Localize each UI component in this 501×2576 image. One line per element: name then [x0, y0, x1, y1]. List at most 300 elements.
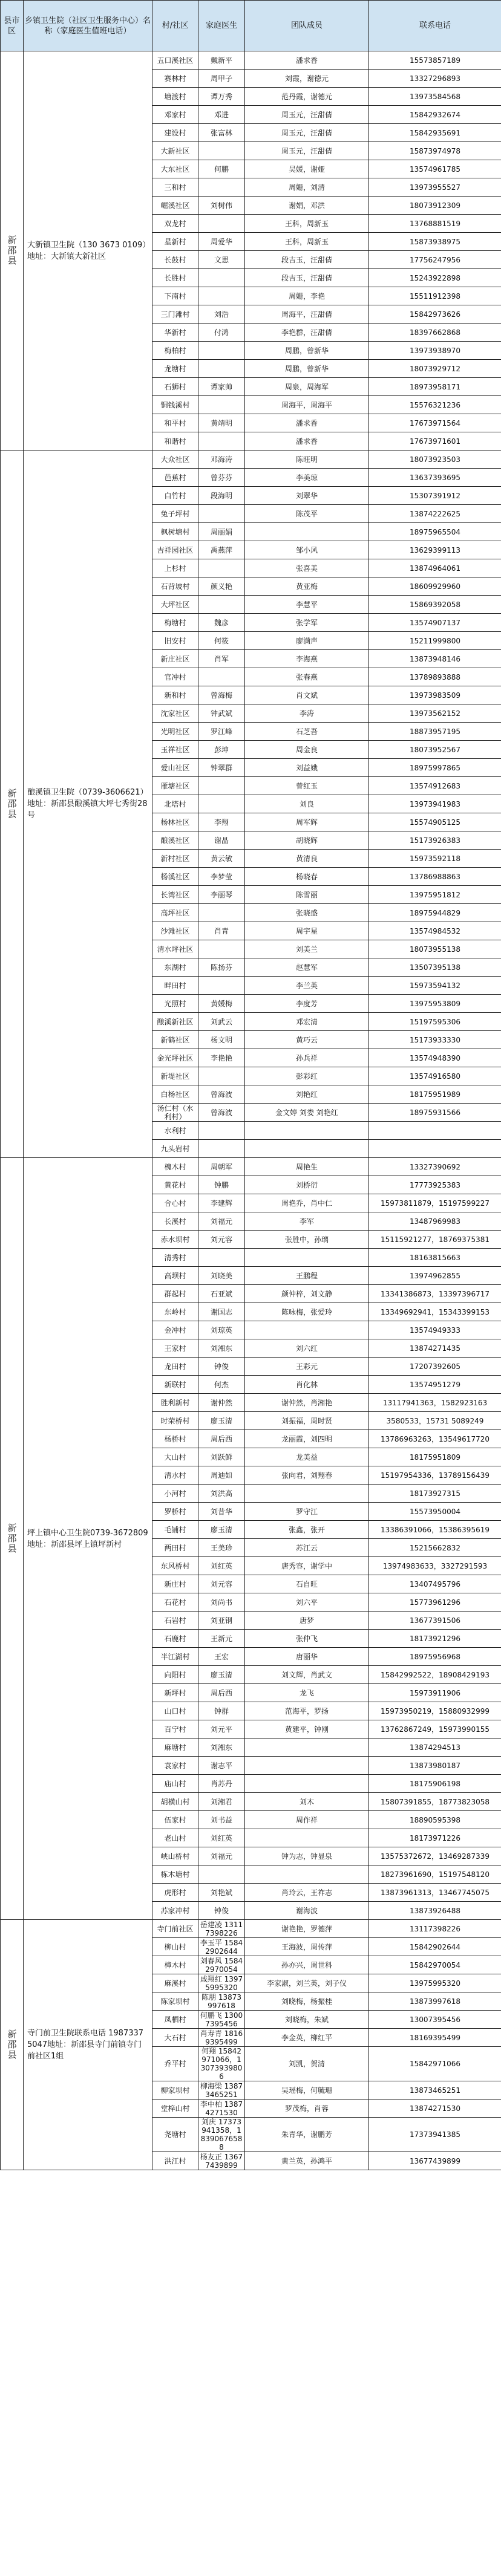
team-cell — [245, 1829, 369, 1847]
village-cell: 石鹿村 — [152, 1630, 198, 1648]
village-cell: 赛林村 — [152, 70, 198, 88]
doctor-cell: 刘洪高 — [198, 1485, 245, 1503]
team-cell: 李军 — [245, 1212, 369, 1231]
team-cell: 邹小风 — [245, 541, 369, 559]
village-cell: 陈家坝村 — [152, 1992, 198, 2011]
phone-cell: 13973983509 — [369, 686, 501, 704]
doctor-cell: 杨友正 13677439899 — [198, 2152, 245, 2170]
doctor-cell: 肖苏丹 — [198, 1775, 245, 1793]
doctor-cell: 刘浩 — [198, 305, 245, 324]
phone-cell: 15307391912 — [369, 487, 501, 505]
team-cell — [245, 1249, 369, 1267]
village-cell: 新庄村 — [152, 1575, 198, 1593]
phone-cell: 15973592118 — [369, 850, 501, 868]
phone-cell: 13768881519 — [369, 215, 501, 233]
phone-cell: 13873926488 — [369, 1902, 501, 1920]
village-cell: 大坪社区 — [152, 596, 198, 614]
village-cell: 大山村 — [152, 1448, 198, 1466]
team-cell: 李美琼 — [245, 469, 369, 487]
village-cell: 洪江村 — [152, 2152, 198, 2170]
doctor-cell: 刘艳斌 — [198, 1884, 245, 1902]
team-cell: 张胜中，孙璃 — [245, 1231, 369, 1249]
phone-cell: 15173933330 — [369, 1031, 501, 1049]
doctor-cell: 谢国志 — [198, 1303, 245, 1321]
phone-cell: 18163815663 — [369, 1249, 501, 1267]
phone-cell: 13873948146 — [369, 650, 501, 668]
team-cell: 龙飞 — [245, 1684, 369, 1702]
team-cell: 段吉玉，汪甜倩 — [245, 251, 369, 269]
doctor-cell: 李中柏 13874271530 — [198, 2100, 245, 2118]
doctor-cell: 廖玉清 — [198, 1412, 245, 1430]
village-cell: 华新村 — [152, 324, 198, 342]
village-cell: 北塔村 — [152, 795, 198, 813]
village-cell: 清水村 — [152, 1466, 198, 1485]
team-cell: 谢海波 — [245, 1902, 369, 1920]
village-cell: 大东社区 — [152, 160, 198, 178]
village-cell: 庙山村 — [152, 1775, 198, 1793]
doctor-cell: 刘树伟 — [198, 197, 245, 215]
village-cell: 高坪社区 — [152, 904, 198, 922]
village-cell: 五口溪社区 — [152, 51, 198, 70]
doctor-cell: 刘湘东 — [198, 1738, 245, 1757]
phone-cell: 13574907137 — [369, 614, 501, 632]
team-cell: 周姗，李艳 — [245, 287, 369, 305]
doctor-cell: 刘春风 15842970054 — [198, 1956, 245, 1974]
doctor-cell: 李丽琴 — [198, 886, 245, 904]
doctor-cell — [198, 904, 245, 922]
doctor-cell: 刘福元 — [198, 1212, 245, 1231]
village-cell: 东岭村 — [152, 1303, 198, 1321]
team-cell: 刘艳红 — [245, 1085, 369, 1104]
town-cell: 坪上镇中心卫生院0739-3672809地址：新邵县坪上镇坪新村 — [24, 1158, 152, 1920]
team-cell: 李家淑，刘兰英，刘子仪 — [245, 1974, 369, 1992]
village-cell: 和平村 — [152, 414, 198, 432]
phone-cell: 13629399113 — [369, 541, 501, 559]
phone-cell: 18975997865 — [369, 759, 501, 777]
village-cell: 爱山社区 — [152, 759, 198, 777]
doctor-cell: 钟鹏 — [198, 1176, 245, 1194]
doctor-cell: 肖军 — [198, 650, 245, 668]
village-cell: 金冲村 — [152, 1321, 198, 1339]
village-cell: 光明社区 — [152, 723, 198, 741]
doctor-cell — [198, 142, 245, 160]
phone-cell: 18975944829 — [369, 904, 501, 922]
village-cell: 双龙村 — [152, 215, 198, 233]
doctor-cell — [198, 269, 245, 287]
doctor-cell: 黄靖明 — [198, 414, 245, 432]
team-cell: 周玉元，汪甜倩 — [245, 106, 369, 124]
doctor-cell: 李翔 — [198, 813, 245, 831]
table-row — [1, 51, 501, 70]
village-cell: 旧安村 — [152, 632, 198, 650]
doctor-cell: 谭家帅 — [198, 378, 245, 396]
doctor-cell: 肖青 — [198, 922, 245, 940]
team-cell: 谢艳艳，罗德萍 — [245, 1920, 369, 1938]
village-cell: 高坝村 — [152, 1267, 198, 1285]
doctor-cell: 周爱华 — [198, 233, 245, 251]
phone-cell: 13873997618 — [369, 1992, 501, 2011]
doctor-cell — [198, 1249, 245, 1267]
doctor-cell: 刘庆 17373941358，18390676588 — [198, 2118, 245, 2152]
village-cell: 伍家村 — [152, 1811, 198, 1829]
team-cell: 李兰英 — [245, 977, 369, 995]
doctor-cell: 刘湘东 — [198, 1339, 245, 1358]
doctor-cell: 黄云敏 — [198, 850, 245, 868]
village-cell: 沙滩社区 — [152, 922, 198, 940]
phone-cell: 15173926383 — [369, 831, 501, 850]
doctor-cell: 何翔 15842971066，13073939806 — [198, 2047, 245, 2081]
phone-cell: 18609929960 — [369, 577, 501, 596]
doctor-cell: 肖寿青 18169395499 — [198, 2029, 245, 2047]
team-cell: 潘求香 — [245, 414, 369, 432]
village-cell: 向阳村 — [152, 1666, 198, 1684]
phone-cell: 15842973626 — [369, 305, 501, 324]
phone-cell: 13973941983 — [369, 795, 501, 813]
village-cell: 尧塘村 — [152, 2118, 198, 2152]
doctor-cell: 刘昔华 — [198, 1503, 245, 1521]
village-cell: 新庄社区 — [152, 650, 198, 668]
phone-cell: 17773925383 — [369, 1176, 501, 1194]
team-cell: 张鑫，张开 — [245, 1521, 369, 1539]
team-cell: 罗茂梅，肖蓉 — [245, 2100, 369, 2118]
phone-cell: 13874271530 — [369, 2100, 501, 2118]
village-cell: 东风桥村 — [152, 1557, 198, 1575]
doctor-cell: 刘福元 — [198, 1847, 245, 1865]
doctor-cell: 李建辉 — [198, 1194, 245, 1212]
team-cell: 石自旺 — [245, 1575, 369, 1593]
team-cell: 唐丽华 — [245, 1648, 369, 1666]
team-cell: 陈茂平 — [245, 505, 369, 523]
phone-cell: 15842970054 — [369, 1956, 501, 1974]
village-cell: 酿溪社区 — [152, 831, 198, 850]
doctor-cell: 柳海梁 13873465251 — [198, 2081, 245, 2100]
phone-cell: 13873980187 — [369, 1757, 501, 1775]
village-cell: 麻溪村 — [152, 1974, 198, 1992]
team-cell: 肖玲云，王祚志 — [245, 1884, 369, 1902]
village-cell: 建设村 — [152, 124, 198, 142]
doctor-cell: 钟群 — [198, 1702, 245, 1720]
village-cell: 塘渡村 — [152, 88, 198, 106]
phone-cell: 18973958171 — [369, 378, 501, 396]
village-cell: 堂梓山村 — [152, 2100, 198, 2118]
village-cell: 长溪村 — [152, 1212, 198, 1231]
team-cell: 谢仲然，肖湘艳 — [245, 1394, 369, 1412]
village-cell: 罗桥村 — [152, 1503, 198, 1521]
team-cell — [245, 1140, 369, 1158]
team-cell: 刘霞，谢德元 — [245, 70, 369, 88]
village-cell: 沈家社区 — [152, 704, 198, 723]
doctor-cell: 周后西 — [198, 1684, 245, 1702]
village-cell: 时荣桥村 — [152, 1412, 198, 1430]
doctor-cell: 曾海梅 — [198, 686, 245, 704]
village-cell: 新联村 — [152, 1376, 198, 1394]
team-cell — [245, 1321, 369, 1339]
phone-cell: 13574951279 — [369, 1376, 501, 1394]
doctor-cell — [198, 215, 245, 233]
team-cell: 黄亚梅 — [245, 577, 369, 596]
team-cell: 彭彩红 — [245, 1067, 369, 1085]
team-cell — [245, 1122, 369, 1140]
doctor-cell: 李梦莹 — [198, 868, 245, 886]
doctor-cell: 钟武斌 — [198, 704, 245, 723]
phone-cell: 13327390692 — [369, 1158, 501, 1176]
village-cell: 栋木塘村 — [152, 1865, 198, 1884]
phone-cell: 13973562152 — [369, 704, 501, 723]
phone-cell: 13117398226 — [369, 1920, 501, 1938]
phone-cell: 15197595306 — [369, 1013, 501, 1031]
team-cell: 周泉，周海军 — [245, 378, 369, 396]
phone-cell: 15842992522，18908429193 — [369, 1666, 501, 1684]
doctor-cell: 刘元容 — [198, 1575, 245, 1593]
doctor-cell: 段海明 — [198, 487, 245, 505]
phone-cell: 15574905125 — [369, 813, 501, 831]
team-cell: 周海平，周海平 — [245, 396, 369, 414]
phone-cell: 13637393695 — [369, 469, 501, 487]
phone-cell: 13974962855 — [369, 1267, 501, 1285]
village-cell: 白竹村 — [152, 487, 198, 505]
team-cell: 刘六平 — [245, 1593, 369, 1612]
team-cell: 肖化林 — [245, 1376, 369, 1394]
team-cell — [245, 1865, 369, 1884]
phone-cell: 15573857189 — [369, 51, 501, 70]
village-cell: 白杨社区 — [152, 1085, 198, 1104]
phone-cell: 18397662868 — [369, 324, 501, 342]
phone-cell: 13874222625 — [369, 505, 501, 523]
phone-cell: 3580533，15731 5089249 — [369, 1412, 501, 1430]
team-cell: 朱青华，谢鹏芳 — [245, 2118, 369, 2152]
doctor-cell: 杨文明 — [198, 1031, 245, 1049]
village-cell: 九头岩村 — [152, 1140, 198, 1158]
team-cell: 刘翠华 — [245, 487, 369, 505]
county-cell: 新邵县 — [1, 450, 24, 1158]
team-cell: 潘求香 — [245, 51, 369, 70]
phone-cell: 13574948390 — [369, 1049, 501, 1067]
village-cell: 芭蕉村 — [152, 469, 198, 487]
doctor-cell — [198, 396, 245, 414]
village-cell: 大众社区 — [152, 450, 198, 469]
team-cell: 陈咏梅，张爱玲 — [245, 1303, 369, 1321]
phone-cell: 13386391066，15386395619 — [369, 1521, 501, 1539]
team-cell: 周军辉 — [245, 813, 369, 831]
doctor-cell: 钟翠群 — [198, 759, 245, 777]
village-cell: 大新社区 — [152, 142, 198, 160]
doctor-cell: 谢仲然 — [198, 1394, 245, 1412]
team-cell: 罗守江 — [245, 1503, 369, 1521]
phone-cell: 18890595398 — [369, 1811, 501, 1829]
village-cell: 樟木村 — [152, 1956, 198, 1974]
doctor-cell — [198, 287, 245, 305]
team-cell: 周金良 — [245, 741, 369, 759]
team-cell: 周作祥 — [245, 1811, 369, 1829]
team-cell: 黄清良 — [245, 850, 369, 868]
phone-cell: 18073929712 — [369, 360, 501, 378]
phone-cell — [369, 1140, 501, 1158]
doctor-cell: 戚翔红 13975995320 — [198, 1974, 245, 1992]
village-cell: 三和村 — [152, 178, 198, 197]
phone-cell: 13975951812 — [369, 886, 501, 904]
phone-cell: 15115921277，18769375381 — [369, 1231, 501, 1249]
doctor-cell: 曾海波 — [198, 1104, 245, 1122]
phone-cell: 13407495796 — [369, 1575, 501, 1593]
phone-cell: 18173971226 — [369, 1829, 501, 1847]
doctor-cell: 刘晓美 — [198, 1267, 245, 1285]
doctor-cell: 钟俊 — [198, 1902, 245, 1920]
phone-cell: 15773961296 — [369, 1593, 501, 1612]
phone-cell: 13677439899 — [369, 2152, 501, 2170]
team-cell: 周艳生 — [245, 1158, 369, 1176]
phone-cell: 15842971066 — [369, 2047, 501, 2081]
doctor-cell: 王宏 — [198, 1648, 245, 1666]
doctor-cell — [198, 668, 245, 686]
village-cell: 老山村 — [152, 1829, 198, 1847]
phone-cell: 18273961690，15197548120 — [369, 1865, 501, 1884]
village-cell: 金光坪社区 — [152, 1049, 198, 1067]
village-cell: 半江湖村 — [152, 1648, 198, 1666]
phone-cell: 13574984532 — [369, 922, 501, 940]
table-body — [1, 51, 501, 2170]
team-cell: 龙丽霞，刘四明 — [245, 1430, 369, 1448]
phone-cell: 18975956968 — [369, 1648, 501, 1666]
village-cell: 石背坡村 — [152, 577, 198, 596]
phone-cell: 13874271435 — [369, 1339, 501, 1358]
village-cell: 槐木村 — [152, 1158, 198, 1176]
team-cell: 周姗，刘清 — [245, 178, 369, 197]
county-cell: 新邵县 — [1, 51, 24, 450]
phone-cell: 18175951809 — [369, 1448, 501, 1466]
doctor-cell: 刘琼英 — [198, 1321, 245, 1339]
team-cell: 杨晓春 — [245, 868, 369, 886]
doctor-cell: 陈朋 13873997618 — [198, 1992, 245, 2011]
team-cell: 刘晓梅，杨振桂 — [245, 1992, 369, 2011]
doctor-cell: 周后西 — [198, 1430, 245, 1448]
phone-cell: 13341386873，13397396717 — [369, 1285, 501, 1303]
village-cell: 麻塘村 — [152, 1738, 198, 1757]
phone-cell: 15842902644 — [369, 1938, 501, 1956]
village-cell: 杨桥村 — [152, 1430, 198, 1448]
team-cell: 王海波，周传萍 — [245, 1938, 369, 1956]
doctor-cell — [198, 1122, 245, 1140]
phone-cell: 15511912398 — [369, 287, 501, 305]
team-cell: 王科，周新玉 — [245, 233, 369, 251]
team-cell: 吴瑶梅，何毓珊 — [245, 2081, 369, 2100]
phone-cell: 18073952567 — [369, 741, 501, 759]
doctor-cell — [198, 505, 245, 523]
doctor-cell: 刘元平 — [198, 1720, 245, 1738]
phone-cell: 15973811879，15197599227 — [369, 1194, 501, 1212]
village-cell: 新村社区 — [152, 850, 198, 868]
village-cell: 胜利新村 — [152, 1394, 198, 1412]
phone-cell: 13487969983 — [369, 1212, 501, 1231]
doctor-cell: 禹燕萍 — [198, 541, 245, 559]
team-cell: 周鹏，曾新华 — [245, 342, 369, 360]
phone-cell: 13973584568 — [369, 88, 501, 106]
doctor-cell — [198, 360, 245, 378]
county-cell: 新邵县 — [1, 1158, 24, 1920]
phone-cell: 13117941363，1582923163 — [369, 1394, 501, 1412]
table-row — [1, 1920, 501, 1938]
phone-cell: 13874294513 — [369, 1738, 501, 1757]
doctor-cell: 戴新平 — [198, 51, 245, 70]
phone-cell: 18975965504 — [369, 523, 501, 541]
village-cell: 长胜村 — [152, 269, 198, 287]
doctor-cell: 张富林 — [198, 124, 245, 142]
village-cell: 龙田村 — [152, 1358, 198, 1376]
doctor-cell: 何杰 — [198, 1376, 245, 1394]
phone-cell: 13974983633，3327291593 — [369, 1557, 501, 1575]
village-cell: 枫树塘村 — [152, 523, 198, 541]
doctor-cell — [198, 1865, 245, 1884]
phone-cell: 17756247956 — [369, 251, 501, 269]
team-cell: 王科，周新玉 — [245, 215, 369, 233]
phone-cell: 15211999800 — [369, 632, 501, 650]
table-row — [1, 1158, 501, 1176]
doctor-cell: 何鹏 — [198, 160, 245, 178]
doctor-cell: 罗江峰 — [198, 723, 245, 741]
doctor-cell: 王新元 — [198, 1630, 245, 1648]
doctor-cell: 周丽娟 — [198, 523, 245, 541]
team-cell: 肖文斌 — [245, 686, 369, 704]
doctor-cell: 岳建凌 13117398226 — [198, 1920, 245, 1938]
phone-cell: 13873465251 — [369, 2081, 501, 2100]
team-cell: 刘良 — [245, 795, 369, 813]
doctor-cell: 廖玉清 — [198, 1521, 245, 1539]
doctor-cell — [198, 940, 245, 958]
team-cell: 黄兰英，孙鸿平 — [245, 2152, 369, 2170]
village-cell: 光照村 — [152, 995, 198, 1013]
doctor-cell: 李玉平 15842902644 — [198, 1938, 245, 1956]
village-cell: 杨林社区 — [152, 813, 198, 831]
team-cell: 张学军 — [245, 614, 369, 632]
phone-cell: 15873974978 — [369, 142, 501, 160]
village-cell: 雁塘社区 — [152, 777, 198, 795]
doctor-cell: 谢志平 — [198, 1757, 245, 1775]
village-cell: 新堤社区 — [152, 1067, 198, 1085]
team-cell: 张喜美 — [245, 559, 369, 577]
phone-cell: 13975995320 — [369, 1974, 501, 1992]
team-cell: 刘益娥 — [245, 759, 369, 777]
village-cell: 畔田村 — [152, 977, 198, 995]
team-cell — [245, 1757, 369, 1775]
village-cell: 百宁村 — [152, 1720, 198, 1738]
phone-cell: 15243922898 — [369, 269, 501, 287]
doctor-cell — [198, 1067, 245, 1085]
phone-cell: 15573950004 — [369, 1503, 501, 1521]
doctor-cell: 周朝军 — [198, 1158, 245, 1176]
team-cell: 刘美兰 — [245, 940, 369, 958]
village-cell: 小河村 — [152, 1485, 198, 1503]
team-cell: 刘六红 — [245, 1339, 369, 1358]
doctor-cell: 钟俊 — [198, 1358, 245, 1376]
phone-cell: 13789893888 — [369, 668, 501, 686]
team-cell: 周宇星 — [245, 922, 369, 940]
village-cell: 吉祥园社区 — [152, 541, 198, 559]
village-cell: 东湖村 — [152, 958, 198, 977]
village-cell: 下南村 — [152, 287, 198, 305]
phone-cell: 15576321236 — [369, 396, 501, 414]
doctor-cell — [198, 559, 245, 577]
town-cell: 酿溪镇卫生院（0739-3606621）地址：新邵县酿溪镇大坪七秀街28号 — [24, 450, 152, 1158]
team-cell: 陈雪丽 — [245, 886, 369, 904]
phone-cell: 18175951989 — [369, 1085, 501, 1104]
team-cell: 李慧平 — [245, 596, 369, 614]
phone-cell: 13574949333 — [369, 1321, 501, 1339]
village-cell: 清秀村 — [152, 1249, 198, 1267]
doctor-cell: 李艳艳 — [198, 1049, 245, 1067]
village-cell: 黄花村 — [152, 1176, 198, 1194]
village-cell: 龙塘村 — [152, 360, 198, 378]
team-cell: 唐梦 — [245, 1612, 369, 1630]
team-cell: 张晓盛 — [245, 904, 369, 922]
